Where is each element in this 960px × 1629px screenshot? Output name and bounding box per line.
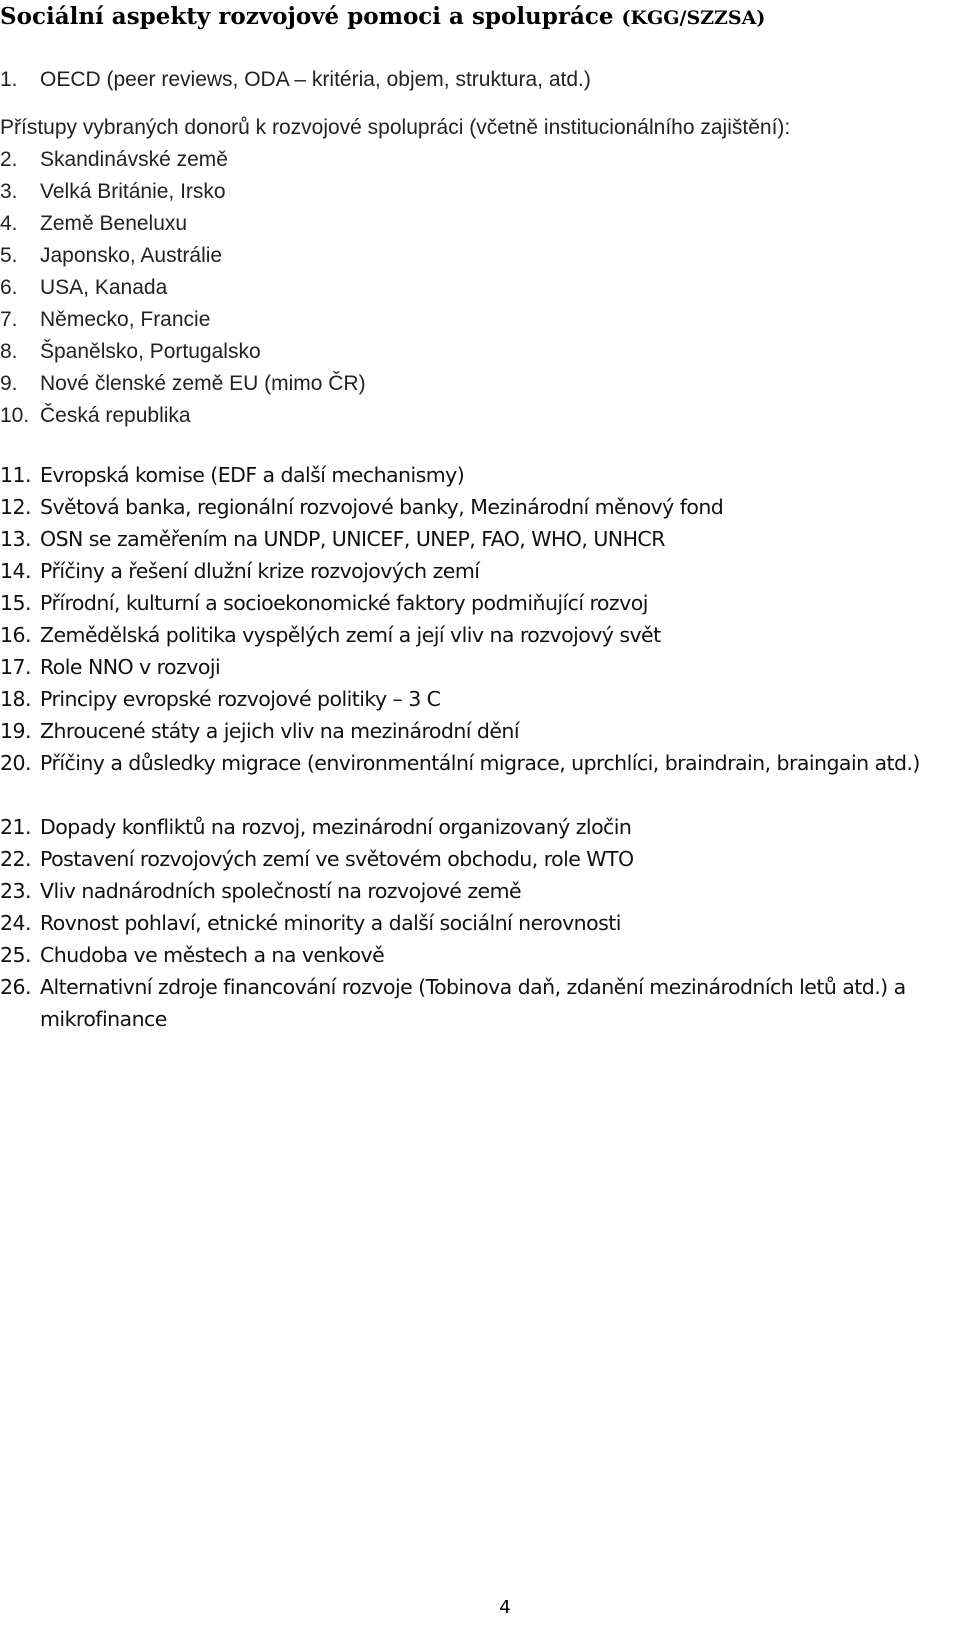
list-item-number: 13.: [0, 527, 31, 551]
list-item-text: Vliv nadnárodních společností na rozvojové země: [40, 879, 522, 903]
list-item-number: 23.: [0, 879, 31, 903]
list-item-number: 19.: [0, 719, 31, 743]
list-item-text: Rovnost pohlaví, etnické minority a další sociální nerovnosti: [40, 911, 621, 935]
course-code: (KGG/SZZSA): [621, 7, 766, 29]
list-item-number: 25.: [0, 943, 31, 967]
donor-intro: Přístupy vybraných donorů k rozvojové spolupráci (včetně institucionálního zajištění):: [0, 116, 791, 139]
list-item: [0, 939, 960, 971]
list-item-number: 8.: [0, 340, 18, 363]
list-item: [0, 651, 960, 683]
list-item-number: 11.: [0, 463, 31, 487]
list-item-number: 4.: [0, 212, 18, 235]
list-item-text: Dopady konfliktů na rozvoj, mezinárodní organizovaný zločin: [40, 815, 632, 839]
document-title: [0, 2, 765, 33]
list-item-text: Principy evropské rozvojové politiky – 3 C: [40, 687, 441, 711]
list-item: [0, 715, 960, 747]
donor-list: [0, 144, 960, 432]
list-item: [0, 619, 960, 651]
document-title-text: Sociální aspekty rozvojové pomoci a spolupráce: [0, 3, 614, 30]
list-item: [0, 555, 960, 587]
list-item-number: 10.: [0, 404, 30, 427]
list-item-text: Skandinávské země: [40, 148, 228, 171]
list-item-number: 18.: [0, 687, 31, 711]
list-item: [0, 811, 960, 843]
list-item: [0, 368, 960, 400]
list-item: [0, 683, 960, 715]
list-item-text: Nové členské země EU (mimo ČR): [40, 372, 366, 395]
list-item: [0, 208, 960, 240]
list-item-text: Příčiny a důsledky migrace (environmentální migrace, uprchlíci, braindrain, braingain atd.): [40, 751, 920, 775]
list-item-number: 6.: [0, 276, 18, 299]
list-item-text: Evropská komise (EDF a další mechanismy): [40, 463, 465, 487]
list-item-text: Zemědělská politika vyspělých zemí a její vliv na rozvojový svět: [40, 623, 661, 647]
list-item-number: 21.: [0, 815, 31, 839]
list-item: [0, 747, 960, 811]
list-item: [0, 523, 960, 555]
list-item-number: 7.: [0, 308, 18, 331]
list-item-text: OSN se zaměřením na UNDP, UNICEF, UNEP, FAO, WHO, UNHCR: [40, 527, 665, 551]
list-item-number: 9.: [0, 372, 18, 395]
list-item-number: 3.: [0, 180, 18, 203]
list-item-text: Role NNO v rozvoji: [40, 655, 221, 679]
list-item-text: Japonsko, Austrálie: [40, 244, 223, 267]
list-item: [0, 843, 960, 875]
list-item-text: Země Beneluxu: [40, 212, 188, 235]
list-item: [0, 875, 960, 907]
list-item-text: Zhroucené státy a jejich vliv na mezinárodní dění: [40, 719, 520, 743]
list-item-text: Přírodní, kulturní a socioekonomické faktory podmiňující rozvoj: [40, 591, 648, 615]
list-item: [0, 240, 960, 272]
list-item-number: 20.: [0, 751, 31, 775]
list-item: [0, 64, 960, 96]
list-item-number: 12.: [0, 495, 31, 519]
topic-list: [0, 459, 960, 1035]
list-item: [0, 587, 960, 619]
list-item: [0, 272, 960, 304]
list-item-number: 5.: [0, 244, 18, 267]
list-item: [0, 304, 960, 336]
list-item: [0, 459, 960, 491]
list-item-text: Světová banka, regionální rozvojové banky, Mezinárodní měnový fond: [40, 495, 724, 519]
list-item-number: 15.: [0, 591, 31, 615]
list-item: [0, 971, 960, 1035]
list-item: [0, 176, 960, 208]
list-item-text: Velká Británie, Irsko: [40, 180, 226, 203]
list-item-number: 24.: [0, 911, 31, 935]
list-item-text: Alternativní zdroje financování rozvoje (Tobinova daň, zdanění mezinárodních letů atd.) a mikrofinance: [40, 975, 906, 1031]
list-item-text: Chudoba ve městech a na venkově: [40, 943, 385, 967]
list-item-number: 17.: [0, 655, 31, 679]
list-item-number: 1.: [0, 68, 18, 91]
list-item-text: OECD (peer reviews, ODA – kritéria, objem, struktura, atd.): [40, 68, 591, 91]
list-item: [0, 491, 960, 523]
list-item-text: Postavení rozvojových zemí ve světovém obchodu, role WTO: [40, 847, 634, 871]
list-item-text: USA, Kanada: [40, 276, 168, 299]
list-item-number: 26.: [0, 975, 31, 999]
list-item-text: Německo, Francie: [40, 308, 211, 331]
list-item-text: Česká republika: [40, 404, 191, 427]
list-item-text: Španělsko, Portugalsko: [40, 340, 261, 363]
item-1-group: [0, 64, 960, 96]
list-item-number: 16.: [0, 623, 31, 647]
list-item-number: 2.: [0, 148, 18, 171]
list-item: [0, 336, 960, 368]
list-item-number: 22.: [0, 847, 31, 871]
page-number: 4: [499, 1597, 511, 1618]
list-item: [0, 144, 960, 176]
list-item: [0, 907, 960, 939]
list-item-text: Příčiny a řešení dlužní krize rozvojových zemí: [40, 559, 480, 583]
list-item-number: 14.: [0, 559, 31, 583]
list-item: [0, 400, 960, 432]
